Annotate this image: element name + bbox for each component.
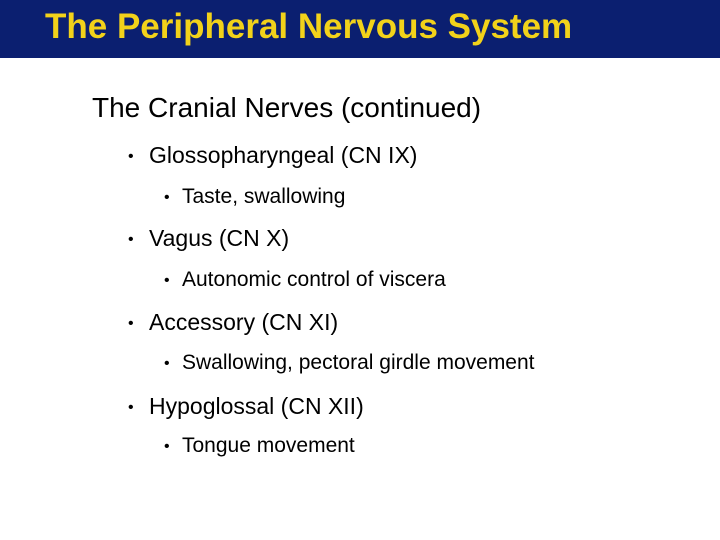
- sub-bullet-item-swallowing: [164, 349, 535, 378]
- bullet-item-accessory: [128, 307, 338, 339]
- bullet-item-hypoglossal: [128, 391, 364, 423]
- slide-title: The Peripheral Nervous System: [45, 7, 573, 46]
- bullet-icon: •: [164, 438, 170, 455]
- bullet-icon: •: [128, 315, 134, 332]
- bullet-icon: •: [128, 399, 134, 416]
- title-bar: [0, 0, 720, 58]
- bullet-item-glossopharyngeal: [128, 140, 417, 172]
- slide-subtitle: The Cranial Nerves (continued): [92, 92, 482, 123]
- bullet-label: Vagus (CN X): [149, 225, 290, 251]
- bullet-label: Accessory (CN XI): [149, 309, 339, 335]
- sub-bullet-item-taste: [164, 183, 345, 212]
- sub-bullet-label: Tongue movement: [182, 434, 355, 457]
- bullet-label: Hypoglossal (CN XII): [149, 393, 364, 419]
- sub-bullet-item-tongue: [164, 432, 355, 461]
- sub-bullet-item-autonomic: [164, 266, 446, 295]
- sub-bullet-label: Swallowing, pectoral girdle movement: [182, 351, 535, 374]
- sub-bullet-label: Autonomic control of viscera: [182, 268, 446, 291]
- sub-bullet-label: Taste, swallowing: [182, 185, 346, 208]
- bullet-icon: •: [128, 231, 134, 248]
- bullet-icon: •: [164, 272, 170, 289]
- bullet-item-vagus: [128, 223, 289, 255]
- bullet-icon: •: [164, 189, 170, 206]
- bullet-label: Glossopharyngeal (CN IX): [149, 142, 418, 168]
- bullet-icon: •: [128, 148, 134, 165]
- bullet-icon: •: [164, 355, 170, 372]
